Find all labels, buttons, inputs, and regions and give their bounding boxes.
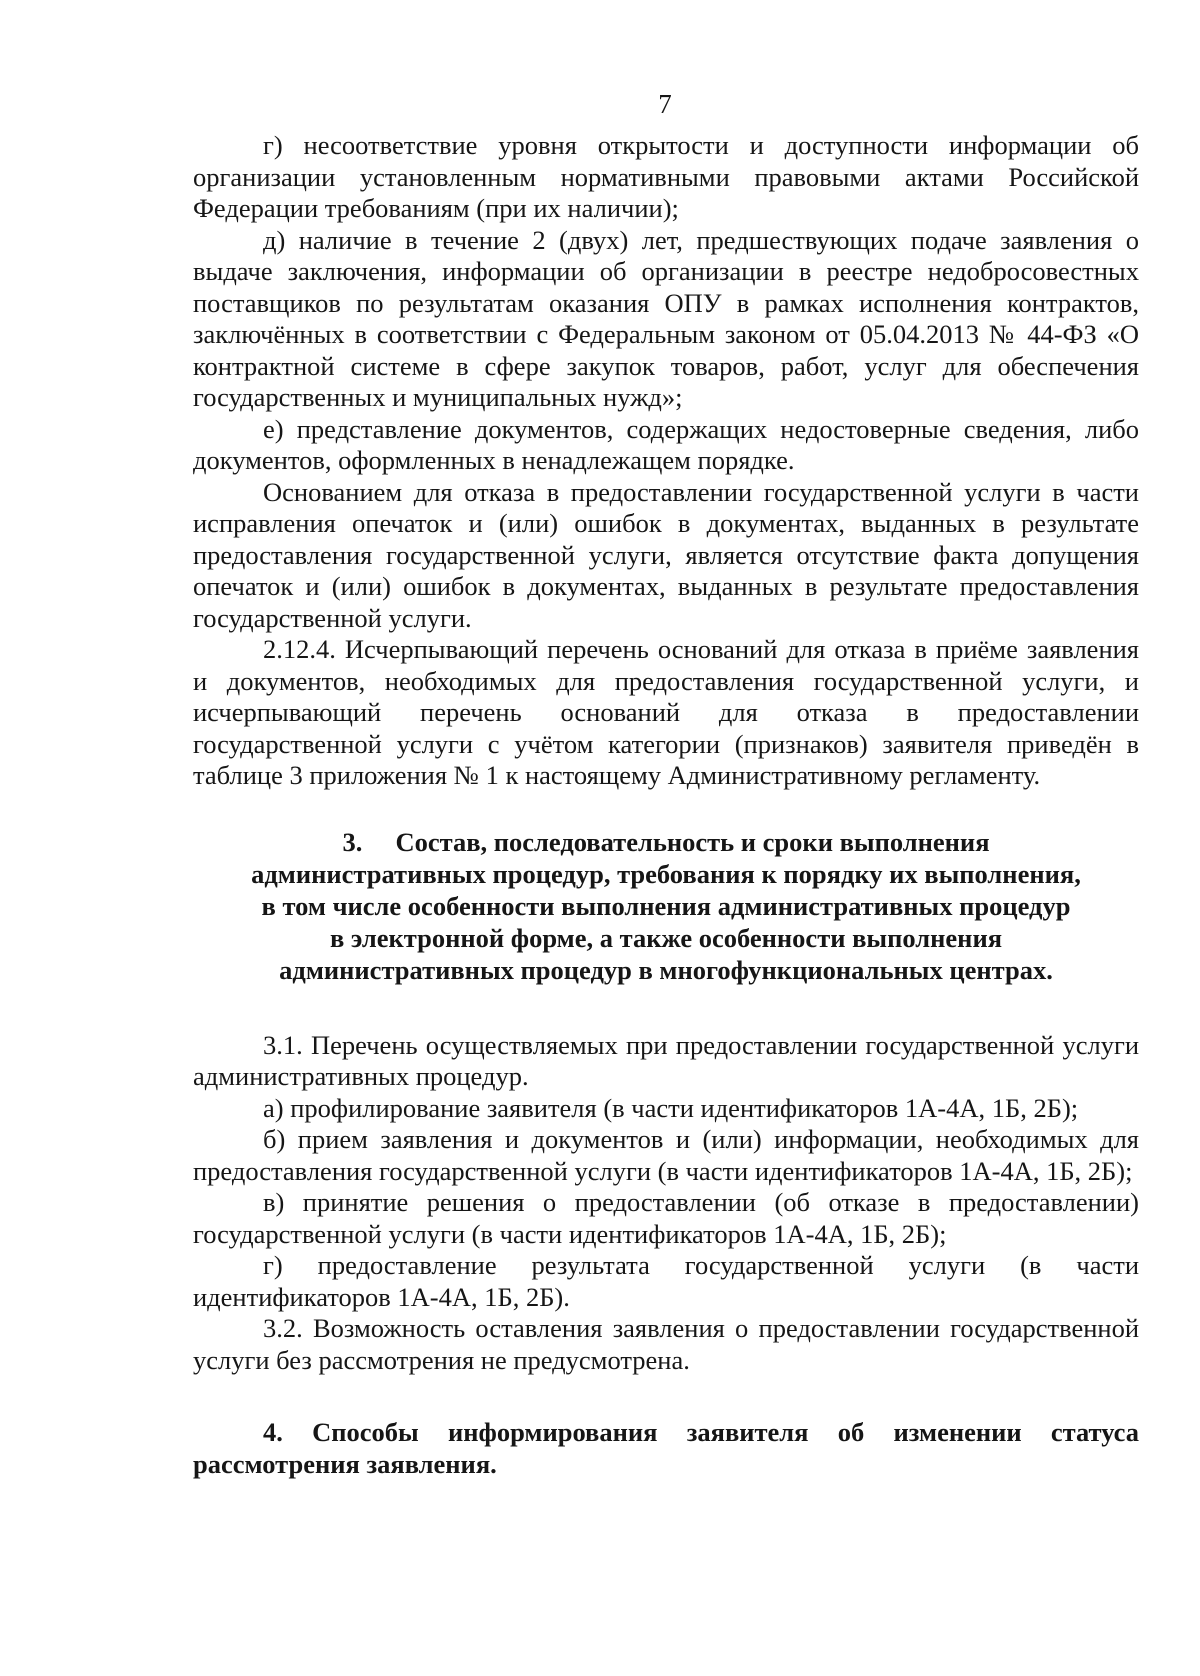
section-3-heading-line: административных процедур, требования к порядку их выполнения,	[251, 858, 1081, 889]
paragraph-3-1-b: б) прием заявления и документов и (или) информации, необходимых для предоставления государственной услуги (в части идентификаторов 1А-4А, 1Б, 2Б);	[193, 1124, 1139, 1186]
section-3-heading-line: 3. Состав, последовательность и сроки выполнения	[342, 826, 990, 857]
document-body	[193, 130, 1139, 1480]
paragraph-refusal-basis: Основанием для отказа в предоставлении государственной услуги в части исправления опечаток и (или) ошибок в документах, выданных в результате предоставления государственной услуги, является отсутствие факта допущения опечаток и (или) ошибок в документах, выданных в результате предоставления государственной услуги.	[193, 476, 1139, 633]
section-3-heading-line: в электронной форме, а также особенности выполнения	[329, 922, 1003, 953]
paragraph-3-2: 3.2. Возможность оставления заявления о предоставлении государственной услуги без рассмотрения не предусмотрена.	[193, 1313, 1139, 1375]
paragraph-item-e: е) представление документов, содержащих недостоверные сведения, либо документов, оформленных в ненадлежащем порядке.	[193, 413, 1139, 475]
page-number: 7	[658, 89, 672, 119]
section-3-heading-line: административных процедур в многофункциональных центрах.	[279, 954, 1053, 985]
paragraph-2-12-4: 2.12.4. Исчерпывающий перечень оснований для отказа в приёме заявления и документов, необходимых для предоставления государственной услуги, и исчерпывающий перечень оснований для отказа в предоставлении государственной услуги с учётом категории (признаков) заявителя приведён в таблице 3 приложения № 1 к настоящему Административному регламенту.	[193, 634, 1139, 790]
section-3-heading	[193, 826, 1139, 986]
paragraph-3-1-v: в) принятие решения о предоставлении (об отказе в предоставлении) государственной услуги (в части идентификаторов 1А-4А, 1Б, 2Б);	[193, 1187, 1139, 1249]
paragraph-3-1-a: а) профилирование заявителя (в части идентификаторов 1А-4А, 1Б, 2Б);	[263, 1092, 1079, 1123]
paragraph-item-g: г) несоответствие уровня открытости и доступности информации об организации установленным нормативными правовыми актами Российской Федерации требованиям (при их наличии);	[193, 130, 1139, 223]
paragraph-3-1: 3.1. Перечень осуществляемых при предоставлении государственной услуги административных процедур.	[193, 1029, 1139, 1091]
paragraph-item-d: д) наличие в течение 2 (двух) лет, предшествующих подаче заявления о выдаче заключения, информации об организации в реестре недобросовестных поставщиков по результатам оказания ОПУ в рамках исполнения контрактов, заключённых в соответствии с Федеральным законом от 05.04.2013 № 44-ФЗ «О контрактной системе в сфере закупок товаров, работ, услуг для обеспечения государственных и муниципальных нужд»;	[193, 224, 1139, 412]
paragraph-3-1-g: г) предоставление результата государственной услуги (в части идентификаторов 1А-4А, 1Б, 2Б).	[193, 1250, 1139, 1312]
section-4-heading: 4. Способы информирования заявителя об изменении статуса рассмотрения заявления.	[193, 1417, 1139, 1479]
section-3-heading-line: в том числе особенности выполнения административных процедур	[261, 890, 1071, 921]
